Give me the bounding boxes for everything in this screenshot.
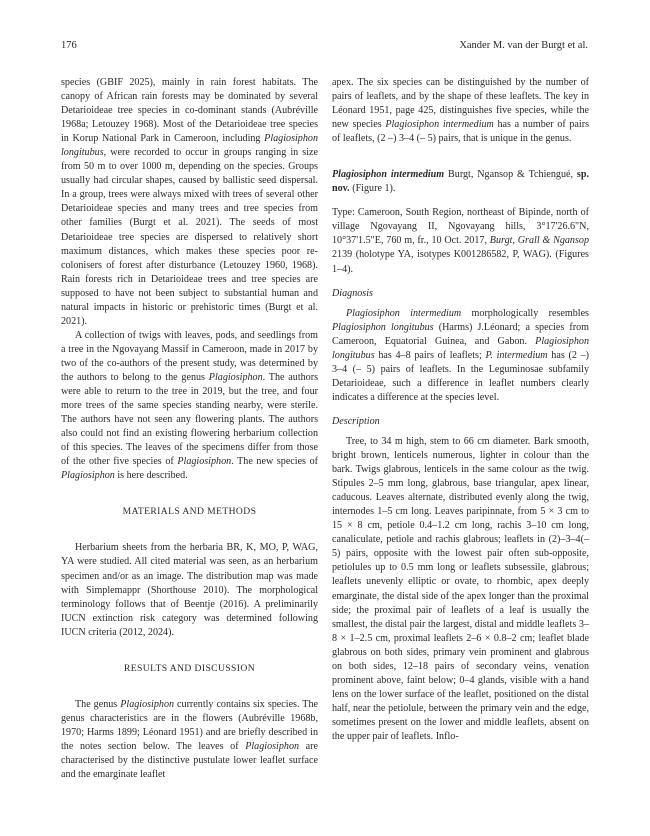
- subheading-description: Description: [332, 415, 380, 427]
- paragraph-results: The genus Plagiosiphon currently contains six species. The genus characteristics are in the flowers (Aubréville 1968b, 1970; Harms 1899; Léonard 1951) and are briefly described in the notes section below. The leaves of Plagiosiphon are characterised by the distinctive pustulate lower leaflet surface and the emarginate leaflet: [61, 698, 318, 781]
- page-number: 176: [61, 40, 77, 51]
- paragraph-methods: Herbarium sheets from the herbaria BR, K, MO, P, WAG, YA were studied. All cited material was seen, as an herbarium specimen and/or as an image. The distribution map was made with Simplemappr (Shorthouse 2010). The morphological terminology follows that of Beentje (2016). A preliminarily IUCN extinction risk category was determined following IUCN criteria (2012, 2024).: [61, 542, 318, 638]
- paragraph-intro-continued: species (GBIF 2025), mainly in rain forest habitats. The canopy of African rain forests may be dominated by several Detarioideae tree species in co-dominant stands (Aubréville 1968a; Letouzey 1968). Most of the Detarioideae tree species in Korup National Park in Cameroon, including Plagiosiphon longitubus, were recorded to occur in groups ranging in size from 50 m to over 1000 m, depending on the species. Groups usually had circular shapes, caused by ballistic seed dispersal. In a group, trees were always mixed with trees of several other Detarioideae species and many trees and tree species from other families (Burgt et al. 2021). The seeds of most Detarioideae tree species are dispersed to relatively short maximum distances, which makes these species poor re-colonisers of forest after disturbance (Letouzey 1960, 1968). Rain forests rich in Detarioideae trees and tree species are supposed to have not been subject to substantial human and natural impacts in historic or prehistoric times (Burgt et al. 2021).: [61, 77, 318, 327]
- paragraph-species-count: apex. The six species can be distinguished by the number of pairs of leaflets, and by the shape of these leaflets. The key in Léonard 1951, page 425, distinguishes five species, while the new species Plagiosiphon intermedium has a number of pairs of leaflets, (2 –) 3–4 (– 5) pairs, that is unique in the genus.: [332, 77, 589, 145]
- section-heading-methods: MATERIALS AND METHODS: [122, 506, 257, 518]
- subheading-diagnosis: Diagnosis: [332, 287, 373, 299]
- paragraph-diagnosis: Plagiosiphon intermedium morphologically resembles Plagiosiphon longitubus (Harms) J.Léonard; a species from Cameroon, Equatorial Guinea, and Gabon. Plagiosiphon longitubus has 4–8 pairs of leaflets; P. intermedium has (2 –) 3–4 (– 5) pairs of leaflets. In the Leguminosae subfamily Detarioideae, such a difference in leaflet numbers clearly indicates a difference at the species level.: [332, 307, 589, 403]
- type-specimen: Type: Cameroon, South Region, northeast of Bipinde, north of village Ngovayang II, Ngovayang hills, 3°17'26.6"N, 10°37'1.5"E, 760 m, fr., 10 Oct. 2017, Burgt, Grall & Ngansop 2139 (holotype YA, isotypes K001286582, P, WAG). (Figures 1–4).: [332, 207, 589, 275]
- right-column: [332, 76, 589, 744]
- running-header-authors: Xander M. van der Burgt et al.: [459, 40, 588, 51]
- species-title: Plagiosiphon intermedium Burgt, Ngansop & Tchiengué, sp. nov. (Figure 1).: [332, 169, 589, 195]
- paragraph-collection: A collection of twigs with leaves, pods, and seedlings from a tree in the Ngovayang Massif in Cameroon, made in 2017 by two of the co-authors of the present study, was determined by the authors to belong to the genus Plagiosiphon. The authors were able to return to the tree in 2019, but the tree, and four more trees of the same species standing nearby, were sterile. The authors have not seen any flowering plants. The authors also could not find an existing flowering herbarium collection of this species. The leaves of the specimens differ from those of the other five species of Plagiosiphon. The new species of Plagiosiphon is here described.: [61, 329, 319, 482]
- left-column: [61, 76, 318, 782]
- section-heading-results: RESULTS AND DISCUSSION: [123, 662, 256, 674]
- paragraph-description: Tree, to 34 m high, stem to 66 cm diameter. Bark smooth, bright brown, lenticels numerous, lighter in colour than the bark. Twigs glabrous, lenticels in the same colour as the twig. Stipules 2–5 mm long, glabrous, base triangular, apex linear, caducous. Leaves alternate, distributed evenly along the twig, internodes 1–5 cm long. Leaves paripinnate, from 5 × 3 cm to 15 × 8 cm, petiole 0.4–1.2 cm long, rachis 3–10 cm long, canaliculate, petiole and rachis glabrous; leaflets in (2)–3–4(–5) pairs, opposite with the lowest pair often sub-opposite, petiolules up to 0.5 mm long or leaflets subsessile, glabrous; leaflets unevenly elliptic or ovate, to rhombic, apex deeply emarginate, the distal side of the apex longer than the proximal side; the proximal pair of leaflets of a leaf is usually the smallest, the distal pair the largest, distal and middle leaflets 3–8 × 1–2.5 cm, proximal leaflets 2–6 × 0.8–2 cm; leaflet blade glabrous on both sides, primary vein prominent and glabrous on both sides, 12–18 pairs of secondary veins, venation prominent above, faint below; 0–4 glands, visible with a hand lens on the lower surface of the leaflet, positioned on the distal half, near the petiolule, between the primary vein and the edge, sometimes present on the lower and middle leaflets, absent on the upper pair of leaflets. Inflo-: [332, 435, 589, 742]
